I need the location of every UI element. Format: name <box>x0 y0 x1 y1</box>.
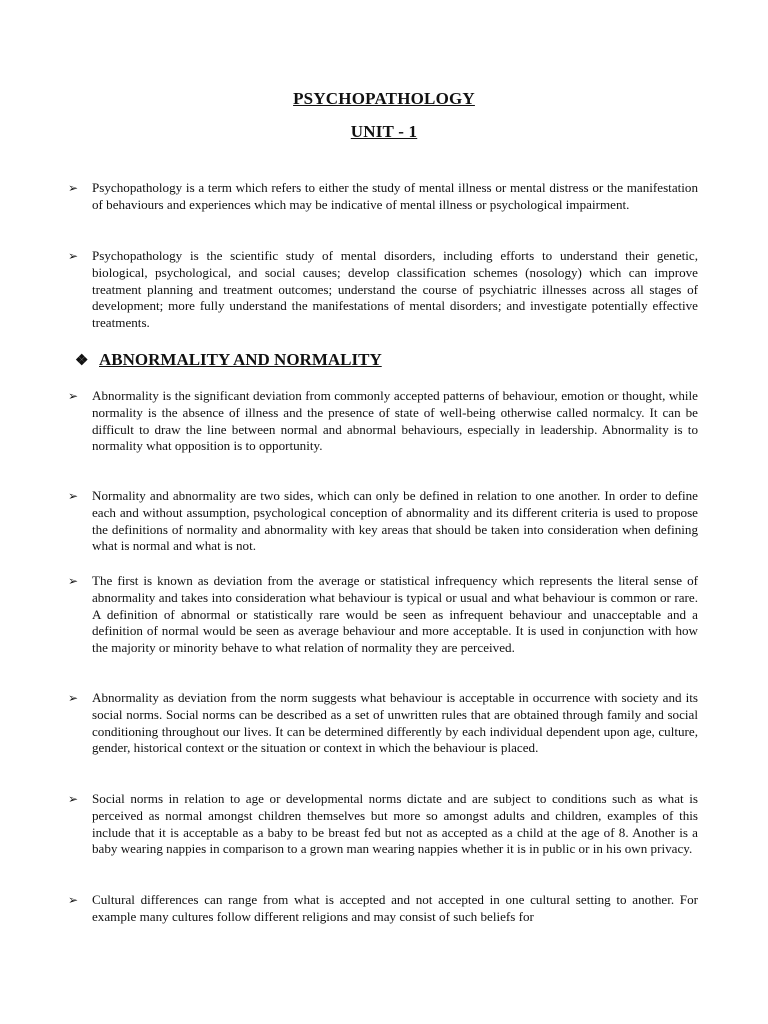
section-title: ABNORMALITY AND NORMALITY <box>99 350 382 369</box>
arrow-bullet-icon: ➢ <box>68 574 79 588</box>
arrow-bullet-icon: ➢ <box>68 489 79 503</box>
paragraph-text: Abnormality as deviation from the norm suggests what behaviour is acceptable in occurrence with society and its social norms. Social norms can be described as a set of unwritten rules that are obtained through family and social conditioning throughout our lives. It can be determined differently by each individual dependent upon age, culture, gender, historical context or the situation or context in which the behaviour is placed. <box>92 690 698 756</box>
arrow-bullet-icon: ➢ <box>68 893 79 907</box>
bullet-paragraph <box>68 488 698 555</box>
arrow-bullet-icon: ➢ <box>68 691 79 705</box>
paragraph-text: Social norms in relation to age or developmental norms dictate and are subject to conditions such as what is perceived as normal amongst children themselves but more so amongst adults and children, examples of this include that it is acceptable as a baby to be breast fed but not as accepted as a child at the age of 8. Another is a baby wearing nappies in comparison to a grown man wearing nappies whether it is in public or in his own privacy. <box>92 791 698 857</box>
document-title: PSYCHOPATHOLOGY <box>293 89 475 108</box>
bullet-paragraph <box>68 388 698 455</box>
bullet-paragraph <box>68 248 698 332</box>
bullet-paragraph <box>68 690 698 757</box>
paragraph-text: Cultural differences can range from what is accepted and not accepted in one cultural setting to another. For example many cultures follow different religions and may consist of such beliefs for <box>92 892 698 924</box>
arrow-bullet-icon: ➢ <box>68 249 79 263</box>
bullet-paragraph <box>68 573 698 657</box>
paragraph-text: The first is known as deviation from the average or statistical infrequency which represents the literal sense of abnormality and takes into consideration what behaviour is typical or usual and what behaviour is common or rare. A definition of abnormal or statistically rare would be seen as infrequent behaviour and unacceptable and a definition of normal would be seen as average behaviour and more acceptable. It is used in conjunction with how the majority or minority behave to what relation of normality they are perceived. <box>92 573 698 656</box>
paragraph-text: Abnormality is the significant deviation from commonly accepted patterns of behaviour, emotion or thought, while normality is the absence of illness and the presence of state of well-being otherwise called normalcy. It can be difficult to draw the line between normal and abnormal behaviours, especially in leadership. Abnormality is to normality what opposition is to opportunity. <box>92 388 698 454</box>
unit-heading: UNIT - 1 <box>350 122 418 141</box>
bullet-paragraph <box>68 791 698 858</box>
paragraph-text: Psychopathology is the scientific study of mental disorders, including efforts to understand their genetic, biological, psychological, and social causes; develop classification schemes (nosology) which can improve treatment planning and treatment outcomes; understand the course of psychiatric illnesses across all stages of development; more fully understand the manifestations of mental disorders; and investigate potentially effective treatments. <box>92 248 698 331</box>
arrow-bullet-icon: ➢ <box>68 389 79 403</box>
section-heading <box>75 350 382 370</box>
paragraph-text: Normality and abnormality are two sides, which can only be defined in relation to one another. In order to define each and without assumption, psychological conception of abnormality and its different criteria is used to propose the definitions of normality and abnormality with key areas that should be taken into consideration when defining what is normal and what is not. <box>92 488 698 554</box>
arrow-bullet-icon: ➢ <box>68 181 79 195</box>
bullet-paragraph <box>68 892 698 926</box>
diamond-bullet-icon: ❖ <box>75 352 89 369</box>
bullet-paragraph <box>68 180 698 214</box>
arrow-bullet-icon: ➢ <box>68 792 79 806</box>
paragraph-text: Psychopathology is a term which refers to either the study of mental illness or mental distress or the manifestation of behaviours and experiences which may be indicative of mental illness or psychological impairment. <box>92 180 698 212</box>
